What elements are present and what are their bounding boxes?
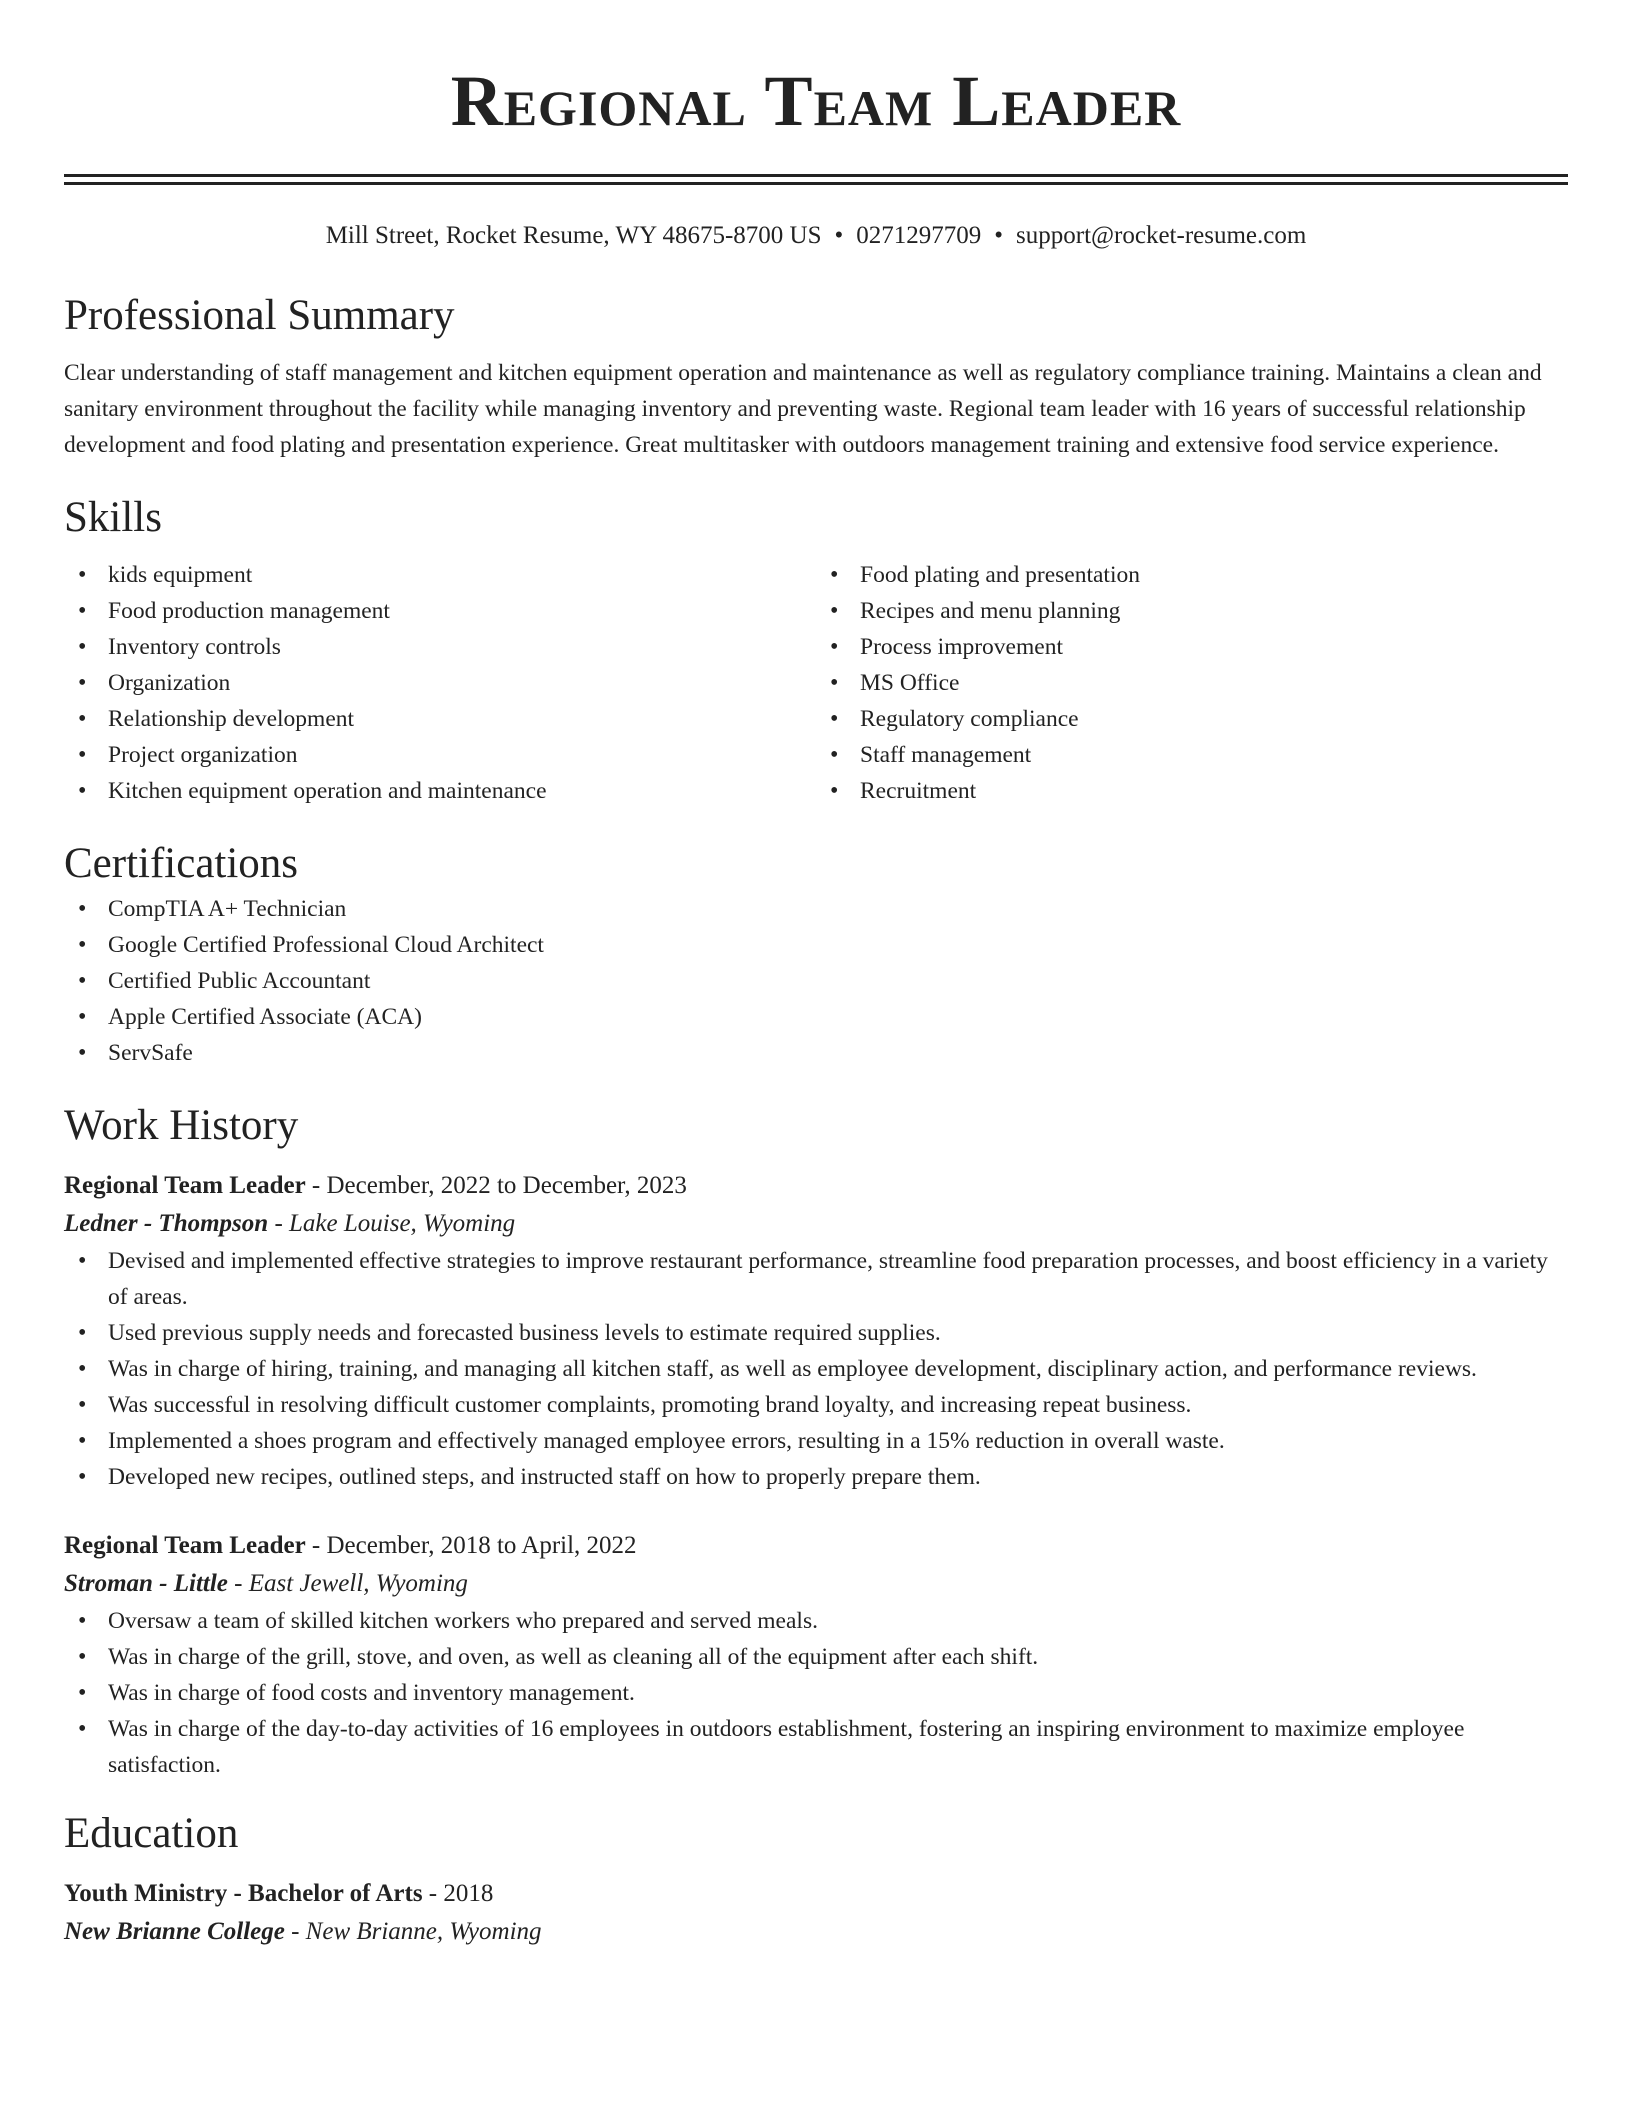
job-dates: - December, 2018 to April, 2022: [305, 1532, 637, 1559]
certification-item: • CompTIA A+ Technician: [64, 891, 1568, 927]
certifications-list: [64, 891, 1568, 1071]
job-title: Regional Team Leader: [64, 1532, 306, 1559]
skills-list-left: [64, 557, 816, 809]
job-company: Ledner - Thompson: [64, 1210, 269, 1237]
job-duty: • Oversaw a team of skilled kitchen workers who prepared and served meals.: [64, 1603, 1568, 1639]
skills-columns: [64, 557, 1568, 809]
work-history-section: [64, 1099, 1568, 1783]
summary-section: [64, 289, 1568, 463]
skill-item: • Recruitment: [816, 773, 1568, 809]
job-company-line: [64, 1565, 1568, 1603]
job-duty: • Developed new recipes, outlined steps, and instructed staff on how to properly prepare them.: [64, 1459, 1568, 1495]
job-title-line: [64, 1527, 1568, 1565]
job-duty: • Was in charge of food costs and inventory management.: [64, 1675, 1568, 1711]
resume-name: Regional Team Leader: [450, 61, 1182, 141]
contact-separator: •: [834, 222, 844, 249]
job-duty: • Implemented a shoes program and effectively managed employee errors, resulting in a 15% reduction in overall waste.: [64, 1423, 1568, 1459]
contact-separator: •: [994, 222, 1004, 249]
certifications-section: [64, 837, 1568, 1071]
certifications-heading: Certifications: [64, 840, 299, 887]
certification-item: • ServSafe: [64, 1035, 1568, 1071]
summary-heading: Professional Summary: [64, 292, 455, 339]
job-duty: • Was in charge of the grill, stove, and oven, as well as cleaning all of the equipment after each shift.: [64, 1639, 1568, 1675]
job-dates: - December, 2022 to December, 2023: [305, 1172, 687, 1199]
certification-item: • Apple Certified Associate (ACA): [64, 999, 1568, 1035]
job-duty: • Was in charge of hiring, training, and managing all kitchen staff, as well as employee development, disciplinary action, and performance reviews.: [64, 1351, 1568, 1387]
skill-item: • Inventory controls: [64, 629, 816, 665]
summary-text: Clear understanding of staff management and kitchen equipment operation and maintenance as well as regulatory compliance training. Maintains a clean and sanitary environment throughout the facility while managing inventory and preventing waste. Regional team leader with 16 years of successful relationship development and food plating and presentation experience. Great multitasker with outdoors management training and extensive food service experience.: [64, 360, 1542, 458]
education-school: New Brianne College: [64, 1918, 285, 1945]
job-duty: • Devised and implemented effective strategies to improve restaurant performance, streamline food preparation processes, and boost efficiency in a variety of areas.: [64, 1243, 1568, 1315]
job-location: - East Jewell, Wyoming: [227, 1570, 468, 1597]
job-duty: • Was in charge of the day-to-day activities of 16 employees in outdoors establishment, fostering an inspiring environment to maximize employee satisfaction.: [64, 1711, 1568, 1783]
job-duties-list: [64, 1603, 1568, 1783]
skill-item: • Relationship development: [64, 701, 816, 737]
contact-line: [64, 219, 1568, 253]
education-section: [64, 1807, 1568, 1951]
job-location: - Lake Louise, Wyoming: [268, 1210, 516, 1237]
skill-item: • Process improvement: [816, 629, 1568, 665]
skill-item: • Staff management: [816, 737, 1568, 773]
skill-item: • Food production management: [64, 593, 816, 629]
job-company-line: [64, 1205, 1568, 1243]
education-year: - 2018: [422, 1880, 494, 1907]
job-company: Stroman - Little: [64, 1570, 228, 1597]
education-school-line: [64, 1913, 1568, 1951]
skill-item: • Recipes and menu planning: [816, 593, 1568, 629]
education-heading: Education: [64, 1810, 239, 1857]
work-history-heading: Work History: [64, 1102, 299, 1149]
job-title-line: [64, 1167, 1568, 1205]
job-duties-list: [64, 1243, 1568, 1495]
job-entry: [64, 1167, 1568, 1495]
job-title: Regional Team Leader: [64, 1172, 306, 1199]
certification-item: • Certified Public Accountant: [64, 963, 1568, 999]
skill-item: • Regulatory compliance: [816, 701, 1568, 737]
contact-address: Mill Street, Rocket Resume, WY 48675-8700 US: [325, 222, 822, 249]
skills-list-right: [816, 557, 1568, 809]
skill-item: • MS Office: [816, 665, 1568, 701]
certification-item: • Google Certified Professional Cloud Architect: [64, 927, 1568, 963]
skill-item: • Kitchen equipment operation and maintenance: [64, 773, 816, 809]
job-duty: • Was successful in resolving difficult customer complaints, promoting brand loyalty, and increasing repeat business.: [64, 1387, 1568, 1423]
skill-item: • Project organization: [64, 737, 816, 773]
skills-heading: Skills: [64, 494, 162, 541]
skill-item: • Organization: [64, 665, 816, 701]
education-degree: Youth Ministry - Bachelor of Arts: [64, 1880, 423, 1907]
skill-item: • kids equipment: [64, 557, 816, 593]
contact-email: support@rocket-resume.com: [1016, 222, 1307, 249]
skill-item: • Food plating and presentation: [816, 557, 1568, 593]
job-entry: [64, 1527, 1568, 1783]
contact-phone: 0271297709: [856, 222, 982, 249]
job-duty: • Used previous supply needs and forecasted business levels to estimate required supplies.: [64, 1315, 1568, 1351]
skills-section: [64, 491, 1568, 809]
education-degree-line: [64, 1875, 1568, 1913]
header-double-rule: [64, 174, 1568, 185]
education-location: - New Brianne, Wyoming: [284, 1918, 542, 1945]
